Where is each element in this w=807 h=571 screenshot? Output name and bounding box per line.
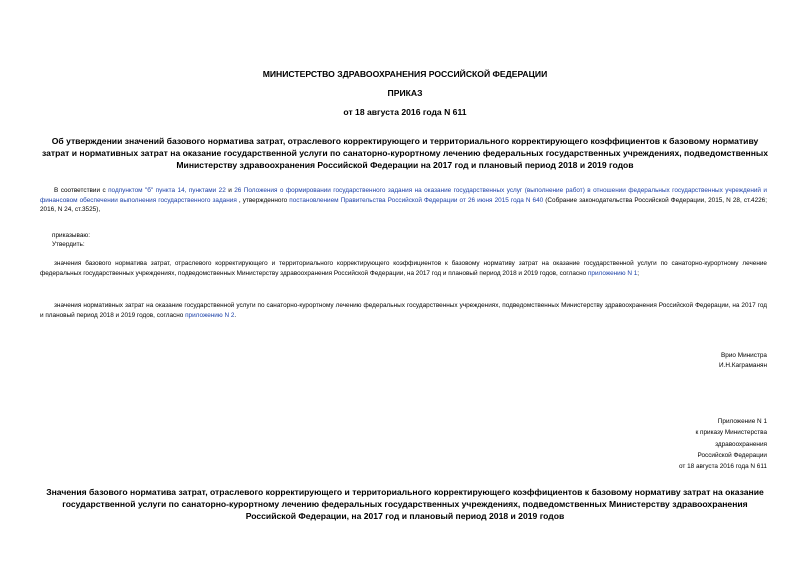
- item1-end: ;: [637, 269, 640, 277]
- order-word: приказываю:: [52, 232, 90, 239]
- appendix-line-4: Российской Федерации: [697, 451, 767, 459]
- item2-end: .: [234, 311, 237, 319]
- appendix-line-1: Приложение N 1: [717, 418, 767, 425]
- signatory-position: Врио Министра: [721, 352, 767, 359]
- approval-item-1: [40, 259, 767, 278]
- preamble-text-4: (Собрание законодательства Российской Федерации, 2015, N 28, ст.4226; 2016, N 24, ст.3525),: [40, 196, 768, 214]
- appendix-header: [547, 416, 767, 472]
- preamble-text-1: В соответствии с: [54, 187, 109, 194]
- approve-word: Утвердить:: [52, 241, 85, 248]
- appendix-line-3: здравоохранения: [715, 440, 767, 448]
- preamble-text-2: и: [225, 187, 235, 194]
- preamble-paragraph: [40, 186, 767, 215]
- item1-text: значения базового норматива затрат, отраслевого корректирующего и территориального корректирующего коэффициентов к базовому нормативу затрат на оказание государственной услуги по санаторно-курортному лечение федеральных государственных учреждениях, подведомственных Министерству здравоохранения Российской Федерации, на 2017 год и плановый период 2018 и 2019 годов, согласно: [40, 260, 767, 277]
- appendix-line-5: от 18 августа 2016 года N 611: [678, 463, 767, 471]
- link-regulation[interactable]: 26 Положения о формировании государственного задания на оказание государственных услуг (выполнение работ) в отношении федеральных государственных учреждений и финансовом обеспечении выполнения государственного задания: [40, 187, 767, 204]
- approval-item-2: [40, 301, 767, 320]
- item2-text: значения нормативных затрат на оказание государственной услуги по санаторно-курортному лечению федеральных государственных учреждениях, подведомственных Министерству здравоохранения Российской Федерации, на 2017 год и плановый период 2018 и 2019 годов, согласно: [40, 302, 767, 319]
- link-subparagraph-14[interactable]: подпунктом "б" пункта 14, пунктами 22: [108, 187, 226, 194]
- preamble-text-3: , утвержденного: [236, 196, 290, 204]
- appendix-line-2: к приказу Министерства: [695, 429, 767, 437]
- ministry-heading: МИНИСТЕРСТВО ЗДРАВООХРАНЕНИЯ РОССИЙСКОЙ ФЕДЕРАЦИИ: [262, 69, 548, 79]
- link-appendix-2[interactable]: приложению N 2: [185, 311, 235, 319]
- link-appendix-1[interactable]: приложению N 1: [587, 269, 638, 277]
- appendix-title: Значения базового норматива затрат, отраслевого корректирующего и территориального корректирующего коэффициентов к базовому нормативу затрат на оказание государственной услуги по санаторно-курортному лечению федеральных государственных учреждениях, подведомственных Министерству здравоохранения Российской Федерации, на 2017 год и плановый период 2018 и 2019 годов: [46, 487, 764, 521]
- doc-date: от 18 августа 2016 года N 611: [343, 107, 467, 117]
- link-government-decree[interactable]: постановлением Правительства Российской Федерации от 26 июня 2015 года N 640: [289, 196, 544, 204]
- document-title: Об утверждении значений базового норматива затрат, отраслевого корректирующего и территориального корректирующего коэффициентов к базовому нормативу затрат и нормативных затрат на оказание государственной услуги по санаторно-курортному лечению федеральных государственных учреждениях, подведомственных Министерству здравоохранения Российской Федерации на 2017 год и плановый период 2018 и 2019 годов: [41, 136, 769, 170]
- doc-type-heading: ПРИКАЗ: [387, 88, 423, 98]
- signatory-name: И.Н.Каграманян: [719, 362, 767, 369]
